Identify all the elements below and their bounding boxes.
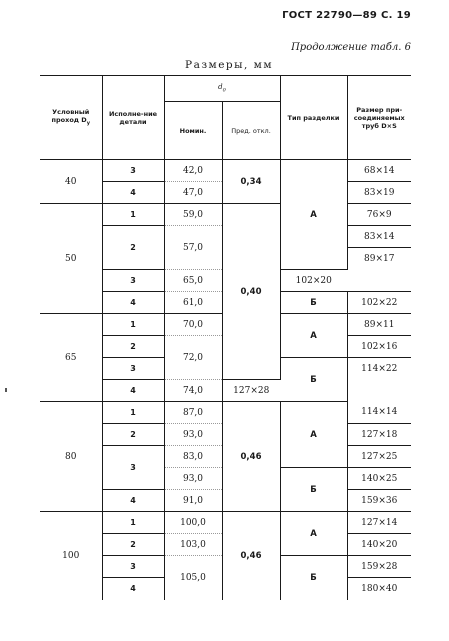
col-header-pipe-size: Размер при-соединяемых труб D×S xyxy=(347,76,411,160)
nominal-cell: 100,0 xyxy=(164,512,222,534)
nominal-cell: 59,0 xyxy=(164,204,222,226)
nominal-cell: 70,0 xyxy=(164,314,222,336)
nominal-cell: 74,0 xyxy=(164,380,222,402)
nominal-cell: 103,0 xyxy=(164,534,222,556)
dimensions-table xyxy=(40,75,411,600)
pipe-size-cell: 114×14 xyxy=(361,407,398,418)
nominal-cell: 83,0 xyxy=(164,446,222,468)
type-cell: Б xyxy=(280,556,347,600)
pipe-size-cell: 127×14 xyxy=(361,517,398,528)
version-cell: 1 xyxy=(102,512,164,534)
nominal-cell: 65,0 xyxy=(164,270,222,292)
nominal-cell: 105,0 xyxy=(164,556,222,600)
pipe-size-cell: 140×25 xyxy=(347,468,411,490)
type-cell: Б xyxy=(280,358,347,402)
pipe-size-cell: 127×25 xyxy=(347,446,411,468)
version-cell: 4 xyxy=(102,182,164,204)
nominal-cell: 72,0 xyxy=(164,336,222,380)
pipe-size-cell: 83×14 xyxy=(347,226,411,248)
col-header-version: Исполне-ние детали xyxy=(102,76,164,160)
dn-cell: 65 xyxy=(40,314,102,402)
pipe-size-cell: 127×28 xyxy=(222,380,280,402)
nominal-cell: 61,0 xyxy=(164,292,222,314)
margin-mark xyxy=(5,388,7,392)
nominal-cell: 42,0 xyxy=(164,160,222,182)
dn-cell: 50 xyxy=(40,204,102,314)
pipe-size-cell: 114×22 xyxy=(347,358,411,380)
dn-cell: 40 xyxy=(40,160,102,204)
version-cell: 3 xyxy=(102,556,164,578)
version-cell: 3 xyxy=(102,160,164,182)
pipe-size-cell: 83×19 xyxy=(347,182,411,204)
col-header-type: Тип разделки xyxy=(280,76,347,160)
col-header-nominal: Номин. xyxy=(164,102,222,160)
tolerance-cell: 0,34 xyxy=(222,160,280,204)
pipe-size-cell: 76×9 xyxy=(347,204,411,226)
type-cell: Б xyxy=(280,292,347,314)
version-cell: 2 xyxy=(102,226,164,270)
col-header-dn: Условный проход $D_у$ xyxy=(40,76,102,160)
type-cell: А xyxy=(280,512,347,556)
pipe-size-cell: 180×40 xyxy=(347,578,411,600)
version-cell: 4 xyxy=(102,490,164,512)
pipe-size-cell: 89×11 xyxy=(364,319,395,330)
pipe-size-cell: 102×22 xyxy=(347,292,411,314)
type-cell: А xyxy=(280,160,347,270)
version-cell: 1 xyxy=(102,204,164,226)
version-cell: 1 xyxy=(102,402,164,424)
type-cell: А xyxy=(280,314,347,358)
version-cell: 2 xyxy=(102,534,164,556)
tolerance-cell: 0,40 xyxy=(222,204,280,380)
col-header-tolerance: Пред. откл. xyxy=(222,102,280,160)
pipe-size-cell: 102×20 xyxy=(280,270,347,292)
version-cell: 4 xyxy=(102,292,164,314)
nominal-cell: 91,0 xyxy=(164,490,222,512)
version-cell: 4 xyxy=(102,380,164,402)
pipe-size-cell: 89×17 xyxy=(347,248,411,270)
dn-cell: 80 xyxy=(40,402,102,512)
version-cell: 2 xyxy=(102,424,164,446)
nominal-cell: 57,0 xyxy=(164,226,222,270)
tolerance-cell: 0,46 xyxy=(222,402,280,512)
pipe-size-cell: 159×28 xyxy=(347,556,411,578)
type-cell: А xyxy=(280,402,347,468)
pipe-size-cell: 159×36 xyxy=(347,490,411,512)
table-continuation-note: Продолжение табл. 6 xyxy=(291,42,411,53)
version-cell: 1 xyxy=(102,314,164,336)
version-cell: 2 xyxy=(102,336,164,358)
version-cell: 3 xyxy=(102,358,164,380)
pipe-size-cell: 102×16 xyxy=(347,336,411,358)
nominal-cell: 93,0 xyxy=(164,424,222,446)
nominal-cell: 47,0 xyxy=(164,182,222,204)
dimensions-caption: Размеры, мм xyxy=(185,59,274,71)
col-header-d0: $d_0$ xyxy=(164,76,280,102)
dn-cell: 100 xyxy=(40,512,102,600)
document-header: ГОСТ 22790—89 С. 19 xyxy=(282,10,411,21)
tolerance-cell: 0,46 xyxy=(222,512,280,600)
pipe-size-cell: 140×20 xyxy=(347,534,411,556)
type-cell: Б xyxy=(280,468,347,512)
nominal-cell: 87,0 xyxy=(164,402,222,424)
version-cell: 3 xyxy=(102,270,164,292)
pipe-size-cell: 127×18 xyxy=(347,424,411,446)
pipe-size-cell: 68×14 xyxy=(364,165,395,176)
version-cell: 4 xyxy=(102,578,164,600)
nominal-cell: 93,0 xyxy=(164,468,222,490)
version-cell: 3 xyxy=(102,446,164,490)
